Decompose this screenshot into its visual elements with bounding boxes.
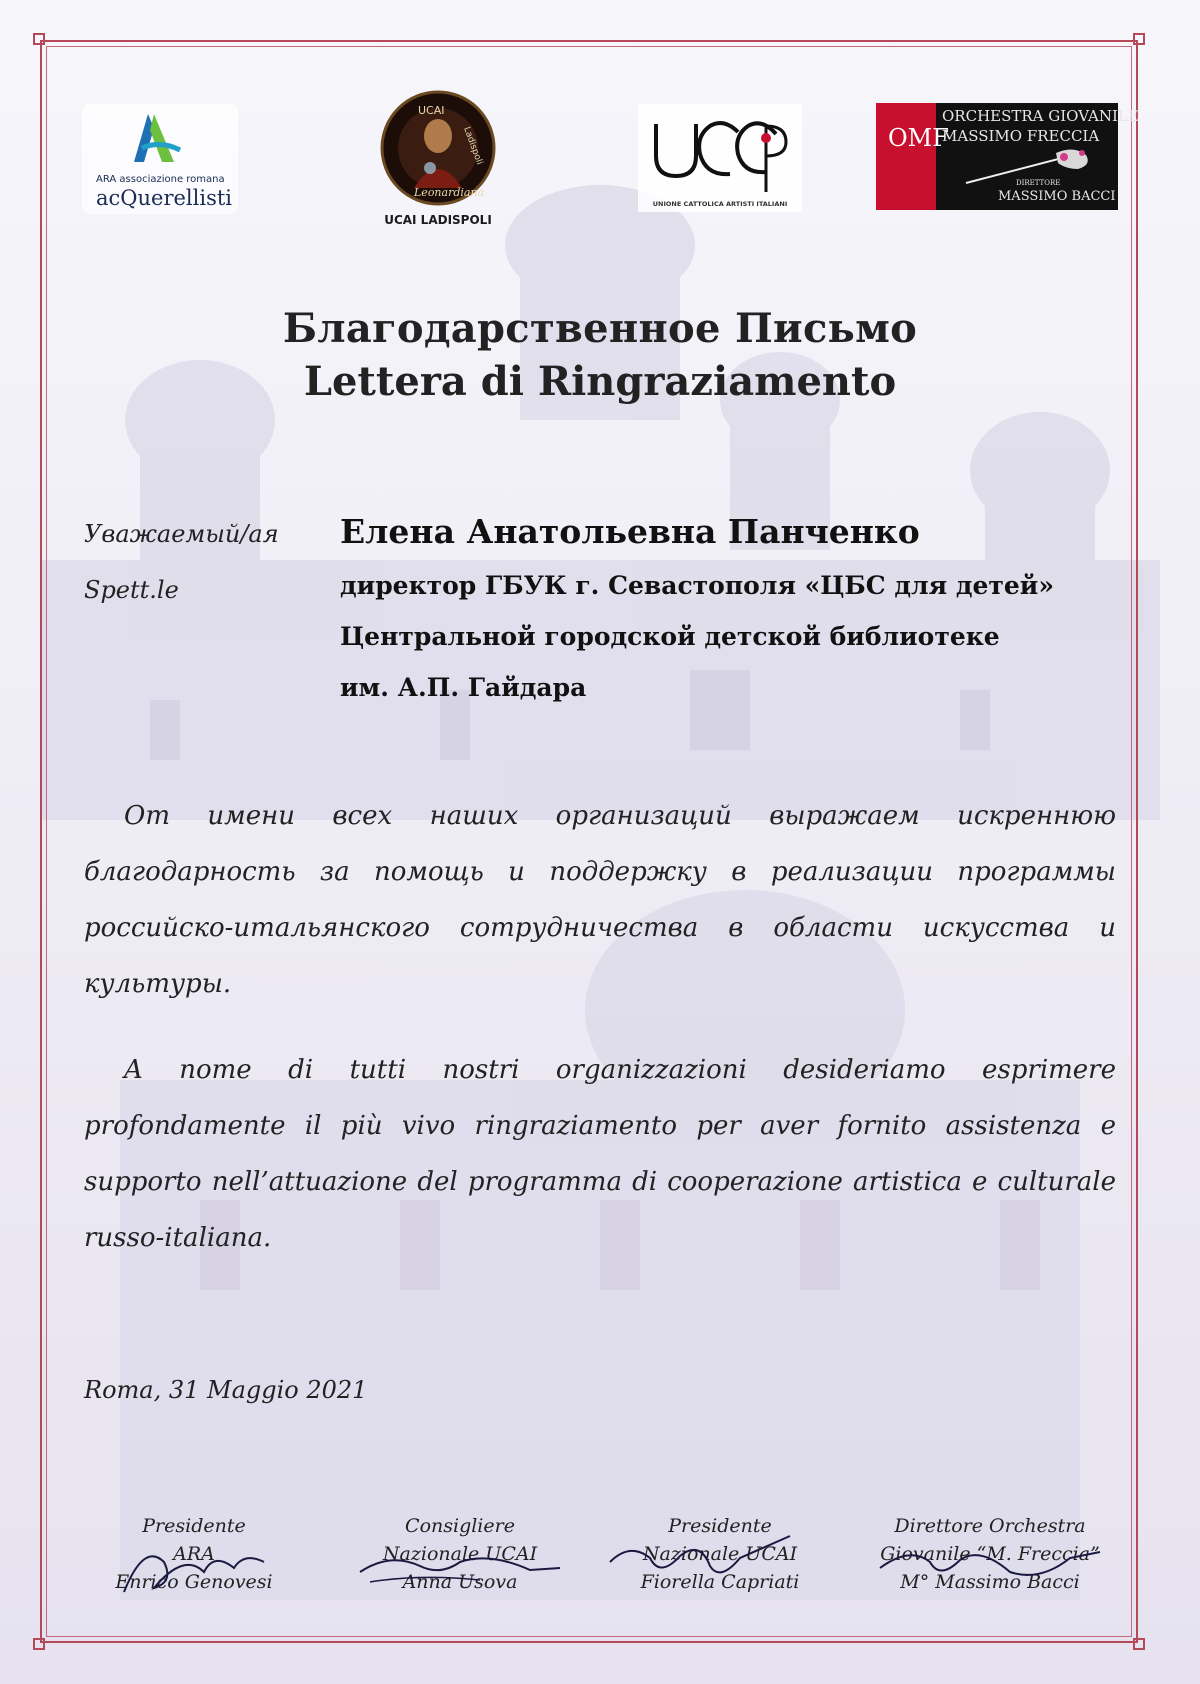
- recipient-organization-name: им. А.П. Гайдара: [340, 673, 587, 702]
- omf-line3: DIRETTORE: [1016, 179, 1061, 187]
- recipient-organization: Центральной городской детской библиотеке: [340, 622, 1000, 651]
- signature-name: Enrico Genovesi: [115, 1571, 273, 1593]
- letter-titles: [0, 305, 1200, 405]
- signature-organization: Giovanile “M. Freccia”: [880, 1543, 1100, 1565]
- ucai-national-caption: UNIONE CATTOLICA ARTISTI ITALIANI: [652, 200, 788, 208]
- omf-line4: MASSIMO BACCI: [998, 189, 1116, 204]
- ara-logo-small-text: ARA associazione romana: [96, 174, 225, 185]
- omf-line2: MASSIMO FRECCIA: [942, 127, 1100, 145]
- signature-block-ucai-consigliere: [330, 1512, 590, 1596]
- omf-red-panel: [876, 103, 949, 210]
- salutation-russian: Уважаемый/ая: [84, 520, 279, 548]
- signature-block-ara: [64, 1512, 324, 1596]
- salutation-italian: Spett.le: [84, 576, 179, 604]
- border-corner-ornament: [33, 33, 45, 45]
- orchestra-massimo-freccia-logo: [876, 103, 1139, 210]
- signature-title: Direttore Orchestra: [894, 1515, 1086, 1537]
- ucai-ring-top-text: UCAI: [418, 104, 445, 117]
- ara-acquerellisti-logo: [82, 104, 238, 214]
- border-corner-ornament: [1133, 1638, 1145, 1650]
- ucai-ring-bottom-text: Leonardiana: [414, 186, 485, 199]
- signature-title: Presidente: [668, 1515, 772, 1537]
- signature-block-orchestra: [860, 1512, 1120, 1596]
- body-text-russian: От имени всех наших организаций выражаем искреннюю благодарность за помощь и поддержку в реализации программы российско-итальянского сотрудничества в области искусства и культуры.: [84, 801, 1116, 999]
- signature-organization: Nazionale UCAI: [642, 1543, 798, 1565]
- ucai-ladispoli-emblem-icon: [374, 88, 502, 210]
- signature-block-ucai-presidente: [590, 1512, 850, 1596]
- recipient-position: директор ГБУК г. Севастополя «ЦБС для детей»: [340, 571, 1054, 600]
- signature-organization: ARA: [173, 1543, 215, 1565]
- recipient-name: Елена Анатольевна Панченко: [340, 512, 920, 551]
- ucai-ladispoli-logo: [374, 88, 502, 238]
- ucai-ring-right-text: Ladispoli: [461, 125, 485, 167]
- ucai-monogram-icon: [638, 104, 802, 196]
- signature-title: Consigliere: [405, 1515, 515, 1537]
- title-russian: Благодарственное Письмо: [282, 305, 918, 352]
- omf-mark: OMF: [888, 124, 949, 152]
- ara-brush-icon: [82, 104, 238, 174]
- ara-logo-wordmark: acQuerellisti: [96, 186, 232, 210]
- ucai-ladispoli-caption: UCAI LADISPOLI: [384, 213, 492, 227]
- signature-organization: Nazionale UCAI: [382, 1543, 538, 1565]
- border-corner-ornament: [1133, 33, 1145, 45]
- ucai-national-logo: [638, 104, 802, 212]
- body-paragraph-italian: [84, 1042, 1116, 1266]
- recipient-block: [340, 512, 1054, 700]
- signature-name: Anna Usova: [402, 1571, 518, 1593]
- omf-line1: ORCHESTRA GIOVANILE: [942, 107, 1139, 125]
- body-paragraph-russian: [84, 788, 1116, 1012]
- title-italian: Lettera di Ringraziamento: [303, 358, 897, 405]
- signature-title: Presidente: [142, 1515, 246, 1537]
- signature-name: M° Massimo Bacci: [900, 1571, 1080, 1593]
- signature-name: Fiorella Capriati: [640, 1571, 800, 1593]
- letter-date: Roma, 31 Maggio 2021: [84, 1376, 368, 1404]
- border-corner-ornament: [33, 1638, 45, 1650]
- body-text-italian: A nome di tutti nostri organizzazioni desideriamo esprimere profondamente il più vivo ringraziamento per aver fornito assistenza e supporto nell’attuazione del programma di cooperazione artistica e culturale russo-italiana.: [84, 1055, 1116, 1253]
